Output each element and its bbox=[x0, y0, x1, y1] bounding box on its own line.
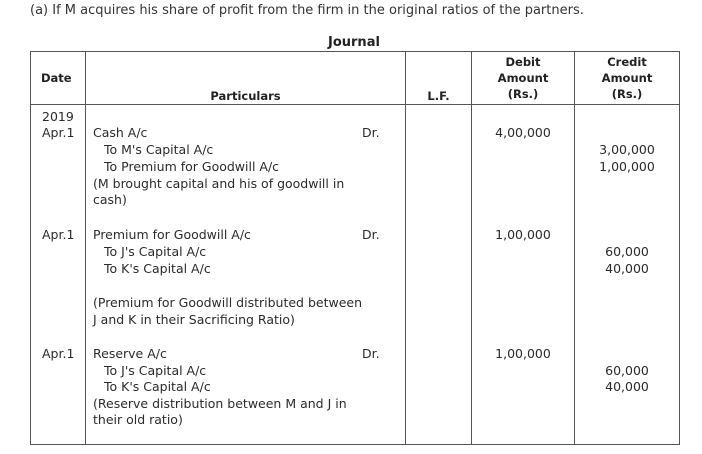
entry-3-narration-2: their old ratio) bbox=[93, 412, 183, 427]
entry-2-credit-amount-2: 40,000 bbox=[605, 261, 649, 276]
entry-1-dr: Dr. bbox=[362, 125, 380, 140]
header-debit-line1: Debit bbox=[505, 55, 541, 69]
header-lf: L.F. bbox=[406, 52, 472, 105]
entry-3-credit-amount-1: 60,000 bbox=[605, 363, 649, 378]
header-credit-line3: (Rs.) bbox=[611, 87, 643, 101]
entry-3-credit-account-2: To K's Capital A/c bbox=[104, 379, 211, 394]
journal-table bbox=[30, 51, 680, 445]
header-debit-amount bbox=[472, 52, 575, 105]
header-date: Date bbox=[31, 52, 86, 105]
entry-1-date: Apr.1 bbox=[42, 125, 75, 140]
journal-title: Journal bbox=[328, 35, 380, 50]
entry-3-credit-amount-2: 40,000 bbox=[605, 379, 649, 394]
entry-2-dr: Dr. bbox=[362, 227, 380, 242]
entry-2-debit-amount: 1,00,000 bbox=[495, 227, 551, 242]
entry-1-credit-amount-2: 1,00,000 bbox=[599, 159, 655, 174]
entry-3-debit-account: Reserve A/c bbox=[93, 346, 167, 361]
entry-1-credit-amount-1: 3,00,000 bbox=[599, 142, 655, 157]
entry-3-narration-1: (Reserve distribution between M and J in bbox=[93, 396, 347, 411]
entry-1-narration-1: (M brought capital and his of goodwill in bbox=[93, 176, 345, 191]
entry-3-date: Apr.1 bbox=[42, 346, 75, 361]
entry-2-credit-amount-1: 60,000 bbox=[605, 244, 649, 259]
entry-2-credit-account-2: To K's Capital A/c bbox=[104, 261, 211, 276]
particulars-column bbox=[86, 105, 406, 445]
debit-column bbox=[472, 105, 575, 445]
year-label: 2019 bbox=[42, 109, 74, 124]
header-row bbox=[31, 52, 680, 105]
entry-1-credit-account-2: To Premium for Goodwill A/c bbox=[104, 159, 280, 174]
lf-column bbox=[406, 105, 472, 445]
credit-column bbox=[575, 105, 680, 445]
entry-1-credit-account-1: To M's Capital A/c bbox=[104, 142, 214, 157]
entry-3-debit-amount: 1,00,000 bbox=[495, 346, 551, 361]
header-credit-line1: Credit bbox=[607, 55, 647, 69]
header-debit-line2: Amount bbox=[497, 71, 549, 85]
entry-2-debit-account: Premium for Goodwill A/c bbox=[93, 227, 251, 242]
entry-1-narration-2: cash) bbox=[93, 192, 127, 207]
entries-row bbox=[31, 105, 680, 445]
header-debit-line3: (Rs.) bbox=[507, 87, 539, 101]
entry-1-debit-amount: 4,00,000 bbox=[495, 125, 551, 140]
entry-2-narration-1: (Premium for Goodwill distributed between bbox=[93, 295, 363, 310]
entry-2-narration-2: J and K in their Sacrificing Ratio) bbox=[93, 312, 295, 327]
date-column bbox=[31, 105, 86, 445]
header-credit-amount bbox=[575, 52, 680, 105]
entry-2-credit-account-1: To J's Capital A/c bbox=[104, 244, 207, 259]
entry-3-dr: Dr. bbox=[362, 346, 380, 361]
question-heading: (a) If M acquires his share of profit from the firm in the original ratios of the partners. bbox=[30, 3, 584, 18]
entry-2-date: Apr.1 bbox=[42, 227, 75, 242]
entry-3-credit-account-1: To J's Capital A/c bbox=[104, 363, 207, 378]
header-particulars: Particulars bbox=[86, 52, 406, 105]
entry-1-debit-account: Cash A/c bbox=[93, 125, 148, 140]
header-credit-line2: Amount bbox=[601, 71, 653, 85]
